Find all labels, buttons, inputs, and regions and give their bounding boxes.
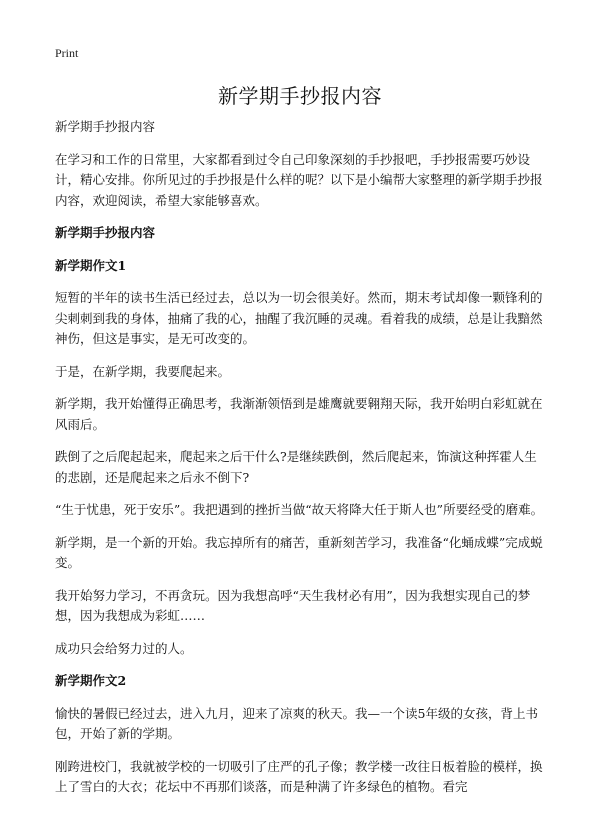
section-heading: 新学期手抄报内容 — [55, 225, 156, 240]
article-body — [55, 117, 547, 810]
essay-1-paragraph: 成功只会给努力过的人。 — [55, 640, 193, 656]
print-link[interactable]: Print — [55, 46, 79, 60]
essay-1-paragraph: 新学期，是一个新的开始。我忘掉所有的痛苦，重新刻苦学习，我准备“化蛹成蝶”完成蜕变。 — [55, 534, 543, 570]
page-title: 新学期手抄报内容 — [218, 84, 382, 108]
essay-1-paragraph: 短暂的半年的读书生活已经过去，总以为一切会很美好。然而，期末考试却像一颗锋利的尖刺刺到我的身体，抽痛了我的心，抽醒了我沉睡的灵魂。看着我的成绩，总是让我黯然神伤，但这是事实，是无可改变的。 — [55, 290, 543, 346]
essay-1-paragraph: 新学期，我开始懂得正确思考，我渐渐领悟到是雄鹰就要翱翔天际，我开始明白彩虹就在风雨后。 — [55, 396, 543, 432]
essay-1-paragraph: 跌倒了之后爬起起来，爬起来之后干什么?是继续跌倒，然后爬起来，饰演这种挥霍人生的悲剧，还是爬起来之后永不倒下? — [55, 449, 537, 485]
essay-1-paragraph: “生于忧患，死于安乐”。我把遇到的挫折当做“故天将降大任于斯人也”所要经受的磨难。 — [55, 502, 544, 517]
intro-paragraph: 在学习和工作的日常里，大家都看到过令自己印象深刻的手抄报吧，手抄报需要巧妙设计，精心安排。你所见过的手抄报是什么样的呢？以下是小编帮大家整理的新学期手抄报内容，欢迎阅读，希望大家能够喜欢。 — [55, 151, 543, 208]
essay-1-paragraph: 我开始努力学习，不再贪玩。因为我想高呼“天生我材必有用”，因为我想实现自己的梦想，因为我想成为彩虹…… — [55, 587, 531, 623]
essay-2-heading: 新学期作文2 — [55, 673, 127, 688]
essay-2-paragraph: 刚跨进校门，我就被学校的一切吸引了庄严的孔子像；教学楼一改往日板着脸的模样，换上了雪白的大衣；花坛中不再那们谈落，而是种满了许多绿色的植物。看完 — [55, 758, 543, 794]
essay-1-heading: 新学期作文1 — [55, 257, 127, 273]
subtitle: 新学期手抄报内容 — [55, 119, 156, 134]
essay-1-paragraph: 于是，在新学期，我要爬起来。 — [55, 363, 231, 379]
essay-2-paragraph: 愉快的暑假已经过去，进入九月，迎来了凉爽的秋天。我—一个读5年级的女孩，背上书包，开始了新的学期。 — [55, 705, 538, 741]
